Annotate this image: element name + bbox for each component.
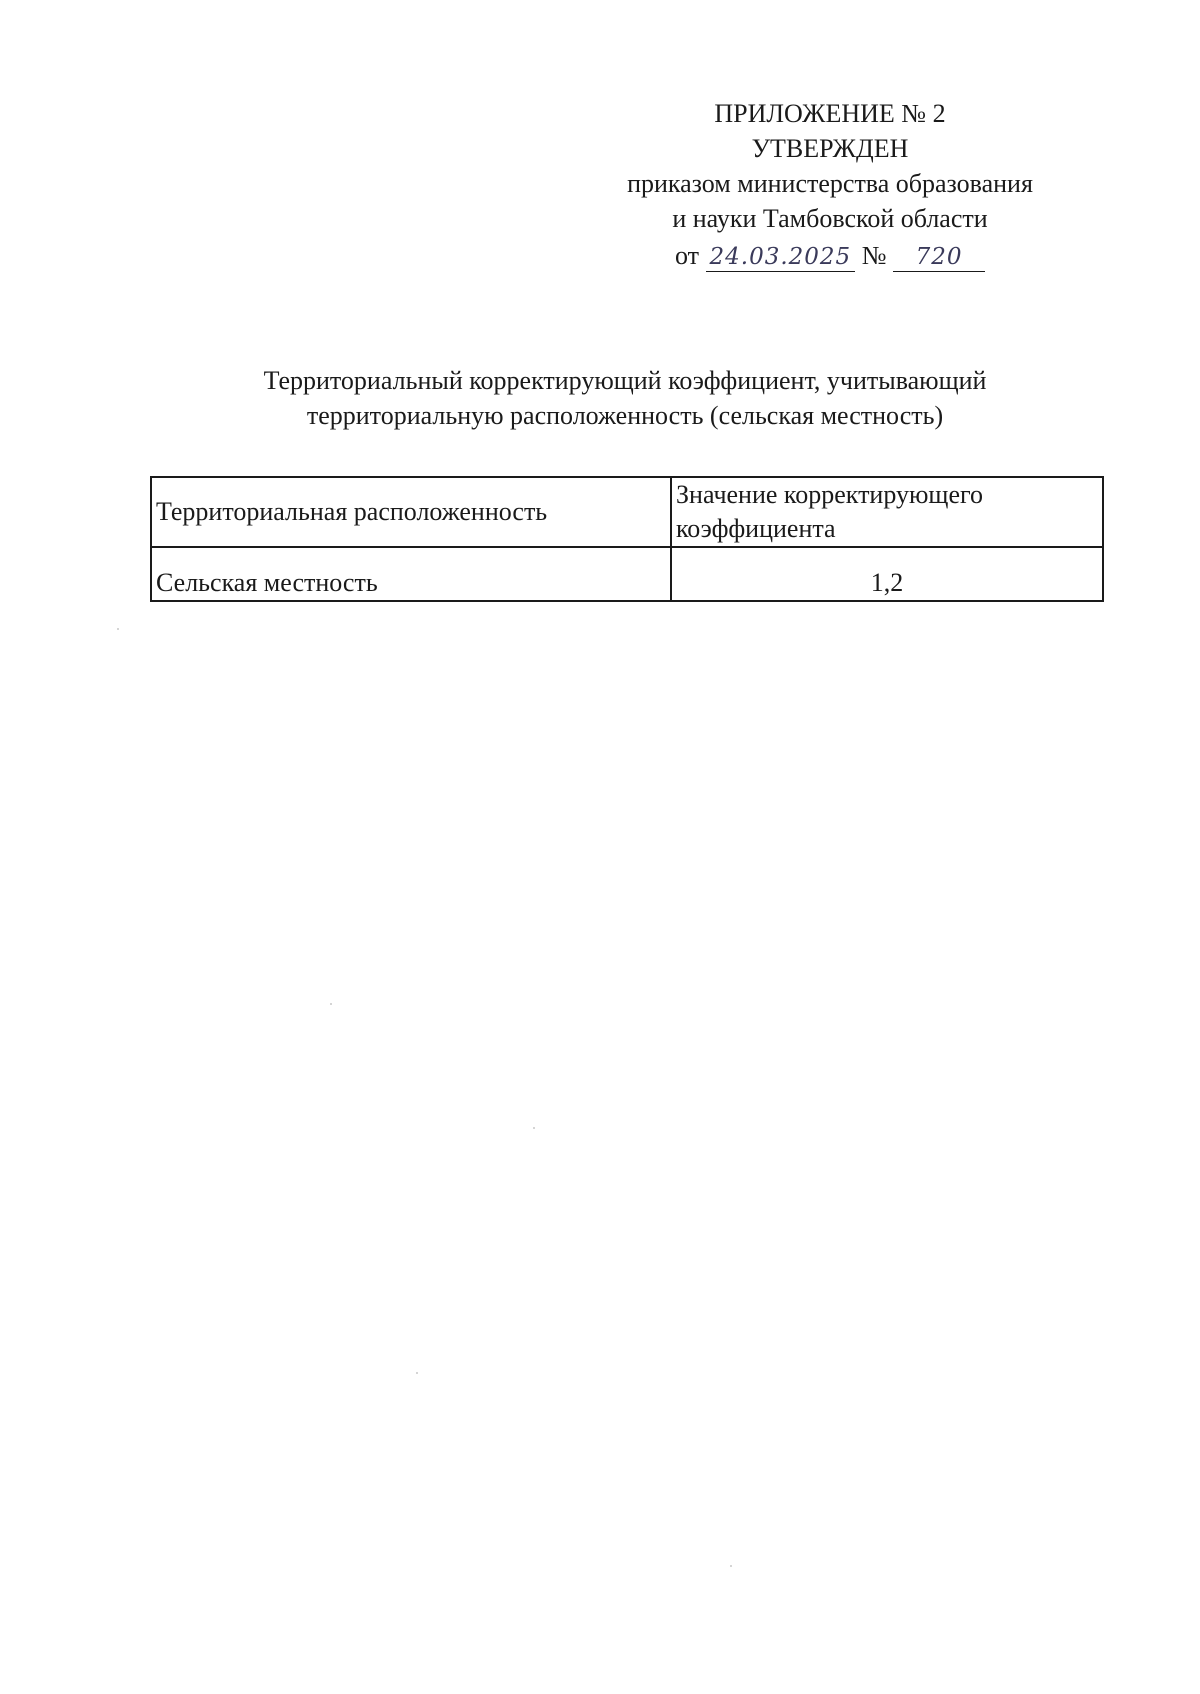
approval-block <box>590 96 1070 273</box>
order-line-1: приказом министерства образования <box>627 169 1033 198</box>
approved-label: УТВЕРЖДЕН <box>751 134 909 163</box>
row-location: Сельская местность <box>151 547 671 601</box>
scan-speck <box>533 1127 535 1129</box>
order-line-2: и науки Тамбовской области <box>672 204 988 233</box>
scan-speck <box>117 628 119 630</box>
table-row <box>151 547 1103 601</box>
scan-speck <box>730 1565 732 1567</box>
date-prefix: от <box>674 241 699 270</box>
coefficient-table <box>150 476 1104 602</box>
number-prefix: № <box>861 241 887 270</box>
order-date-line <box>590 238 1070 273</box>
table-header-row <box>151 477 1103 547</box>
scan-speck <box>416 1372 418 1374</box>
row-value: 1,2 <box>671 547 1103 601</box>
document-title <box>150 363 1100 433</box>
title-line-2: территориальную расположенность (сельская местность) <box>306 401 944 430</box>
title-line-1: Территориальный корректирующий коэффициент, учитывающий <box>263 366 987 395</box>
appendix-label: ПРИЛОЖЕНИЕ № 2 <box>714 99 946 128</box>
header-value: Значение корректирующего коэффициента <box>671 477 1103 547</box>
scan-speck <box>330 1003 332 1005</box>
header-location: Территориальная расположенность <box>151 477 671 547</box>
handwritten-number: 720 <box>893 243 985 272</box>
handwritten-date: 24.03.2025 <box>706 243 856 272</box>
